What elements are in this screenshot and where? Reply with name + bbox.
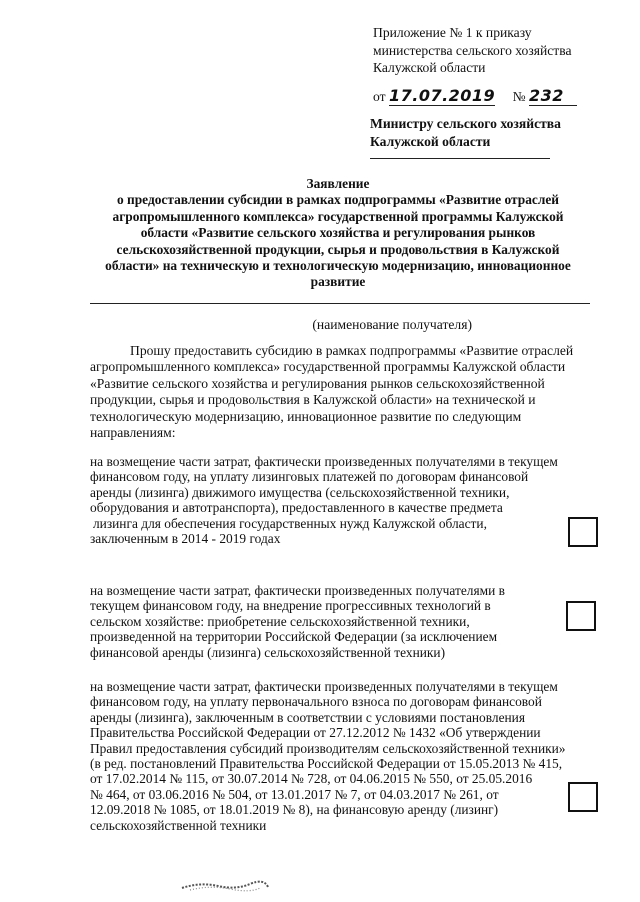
direction-3-text xyxy=(90,679,590,833)
number-prefix: № xyxy=(512,88,526,104)
direction-line: сельскохозяйственной техники xyxy=(90,817,267,833)
handwritten-number: 232 xyxy=(529,87,577,106)
addressee xyxy=(370,115,610,150)
direction-line: лизинга для обеспечения государственных нужд Калужской области, xyxy=(93,515,487,531)
direction-line: заключенным в 2014 - 2019 годах xyxy=(90,531,281,547)
intro-line: направлениям: xyxy=(90,425,176,441)
direction-line: от 17.02.2014 № 115, от 30.07.2014 № 728, от 04.06.2015 № 550, от 25.05.2016 xyxy=(90,771,533,787)
order-reference-line: Приложение № 1 к приказу xyxy=(373,25,532,40)
direction-line: на возмещение части затрат, фактически произведенных получателями в текущем xyxy=(90,454,558,469)
direction-line: № 464, от 03.06.2016 № 504, от 13.01.2017 № 7, от 04.03.2017 № 261, от xyxy=(90,786,499,802)
direction-line: финансовой аренды (лизинга) сельскохозяйственной техники) xyxy=(90,644,446,660)
direction-3-checkbox[interactable] xyxy=(568,782,598,812)
handwritten-date: 17.07.2019 xyxy=(388,85,496,105)
order-reference-line: Калужской области xyxy=(373,60,486,75)
direction-line: произведенной на территории Российской Федерации (за исключением xyxy=(90,629,498,645)
direction-line: финансовом году, на уплату лизинговых платежей по договорам финансовой xyxy=(90,469,529,485)
application-title xyxy=(88,176,588,291)
intro-line: агропромышленного комплекса» государственной программы Калужской области xyxy=(90,359,566,375)
direction-line: аренды (лизинга) движимого имущества (сельскохозяйственной техники, xyxy=(90,484,510,500)
recipient-name-line[interactable] xyxy=(90,303,590,304)
direction-line: Правительства Российской Федерации от 27.12.2012 № 1432 «Об утверждении xyxy=(90,725,541,741)
intro-line: продукции, сырья и продовольствия в Калужской области» на технической и xyxy=(90,392,536,408)
title-line: о предоставлении субсидии в рамках подпрограммы «Развитие отраслей xyxy=(116,192,560,208)
signature-blank-line xyxy=(370,158,550,159)
title-heading: Заявление xyxy=(306,176,370,191)
request-paragraph xyxy=(90,343,590,441)
direction-line: сельском хозяйстве: приобретение сельскохозяйственной техники, xyxy=(90,613,470,629)
direction-line: аренды (лизинга), заключенным в соответствии с условиями постановления xyxy=(90,709,526,725)
recipient-caption: (наименование получателя) xyxy=(312,317,472,332)
direction-line: (в ред. постановлений Правительства Российской Федерации от 15.05.2013 № 415, xyxy=(90,756,563,772)
title-line: области «Развитие сельского хозяйства и регулирования рынков xyxy=(140,225,536,241)
direction-1-checkbox[interactable] xyxy=(568,517,598,547)
direction-line: Правил предоставления субсидий производителям сельскохозяйственной техники» xyxy=(90,740,566,756)
direction-2-text xyxy=(90,583,557,660)
title-line: развитие xyxy=(310,274,366,290)
addressee-line: Министру сельского хозяйства xyxy=(370,116,561,131)
direction-1-text xyxy=(90,454,590,546)
direction-2-checkbox[interactable] xyxy=(566,601,596,631)
intro-line: «Развитие сельского хозяйства и регулирования рынков сельскохозяйственной xyxy=(90,375,545,391)
title-line: агропромышленного комплекса» государственной программы Калужской xyxy=(112,208,564,224)
order-date-number xyxy=(373,87,623,106)
intro-line: технологическую модернизацию, инновационное развитие по следующим xyxy=(90,408,522,424)
direction-line: на возмещение части затрат, фактически произведенных получателями в xyxy=(90,583,505,598)
direction-line: оборудования и автотранспорта), предоставленного в качестве предмета xyxy=(90,500,503,516)
direction-line: финансовом году, на уплату первоначального взноса по договорам финансовой xyxy=(90,694,542,710)
direction-line: 12.09.2018 № 1085, от 18.01.2019 № 8), на финансовую аренду (лизинг) xyxy=(90,802,499,818)
title-line: области» на техническую и технологическую модернизацию, инновационное xyxy=(105,258,571,274)
addressee-line: Калужской области xyxy=(370,133,491,149)
intro-line: Прошу предоставить субсидию в рамках подпрограммы «Развитие отраслей xyxy=(130,343,574,358)
title-line: сельскохозяйственной продукции, сырья и продовольствия в Калужской xyxy=(116,241,560,257)
scan-smudge-mark xyxy=(180,878,270,892)
direction-line: текущем финансовом году, на внедрение прогрессивных технологий в xyxy=(90,598,491,614)
order-reference xyxy=(373,24,623,106)
direction-line: на возмещение части затрат, фактически произведенных получателями в текущем xyxy=(90,679,558,694)
order-reference-line: министерства сельского хозяйства xyxy=(373,42,572,58)
date-prefix: от xyxy=(373,88,386,104)
